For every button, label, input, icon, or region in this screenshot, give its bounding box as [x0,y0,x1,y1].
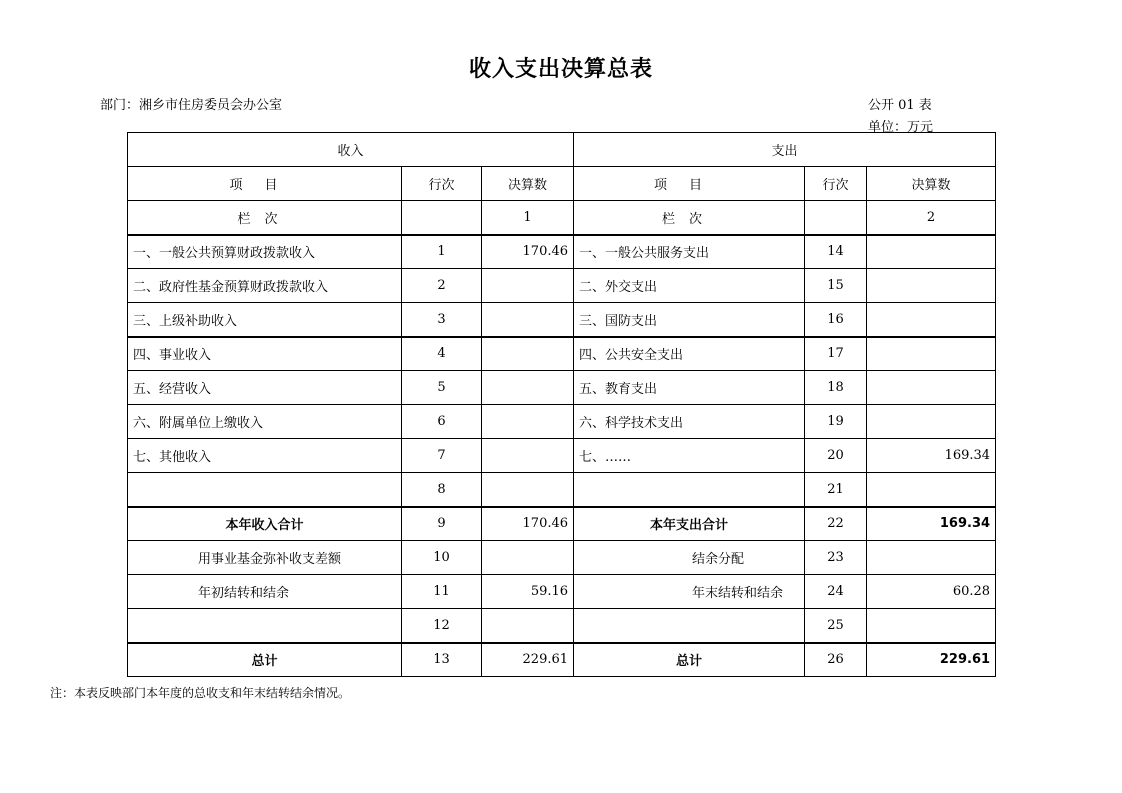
income-column-blank [402,201,482,235]
income-row-no: 5 [402,371,482,405]
expense-column-label: 栏次 [574,201,805,235]
report-title: 收入支出决算总表 [468,57,653,82]
income-value [482,405,574,439]
expense-label: 一、一般公共服务支出 [574,235,805,269]
expense-label: 二、外交支出 [574,269,805,303]
income-value [482,439,574,473]
table-row-total [128,643,996,677]
expense-column-blank [805,201,867,235]
department-label: 部门：湘乡市住房委员会办公室 [100,98,283,113]
income-row-no: 11 [402,575,482,609]
expense-label: 六、科学技术支出 [574,405,805,439]
income-row-no: 1 [402,235,482,269]
income-section-header: 收入 [128,133,574,167]
table-row [128,371,996,405]
expense-value [867,303,996,337]
expense-subtotal-label: 本年支出合计 [574,507,805,541]
income-label: 用事业基金弥补收支差额 [128,541,402,575]
income-label: 二、政府性基金预算财政拨款收入 [128,269,402,303]
income-total-label: 总计 [128,643,402,677]
income-row-no: 13 [402,643,482,677]
income-row-no: 4 [402,337,482,371]
income-row-no: 8 [402,473,482,507]
table-row [128,439,996,473]
expense-value [867,235,996,269]
income-total-value: 229.61 [482,643,574,677]
expense-section-header: 支出 [574,133,996,167]
table-row [128,337,996,371]
income-expense-table [127,132,996,677]
expense-row-no: 20 [805,439,867,473]
income-item-header: 项目 [128,167,402,201]
expense-subtotal-value: 169.34 [867,507,996,541]
income-value [482,303,574,337]
income-label: 一、一般公共预算财政拨款收入 [128,235,402,269]
table-row [128,405,996,439]
expense-value: 60.28 [867,575,996,609]
header-row-section [128,133,996,167]
expense-value: 169.34 [867,439,996,473]
form-number: 公开 01 表 [868,98,932,113]
income-label: 年初结转和结余 [128,575,402,609]
header-row-column-index [128,201,996,235]
table-row [128,303,996,337]
income-subtotal-label: 本年收入合计 [128,507,402,541]
header-row-columns [128,167,996,201]
expense-column-number: 2 [867,201,996,235]
table-row [128,235,996,269]
expense-amount-header: 决算数 [867,167,996,201]
income-row-no: 7 [402,439,482,473]
income-value [482,473,574,507]
income-value [482,269,574,303]
income-label: 五、经营收入 [128,371,402,405]
unit-label: 单位：万元 [868,120,934,135]
table-row [128,575,996,609]
table-row [128,269,996,303]
expense-value [867,541,996,575]
expense-row-no: 16 [805,303,867,337]
income-row-no: 12 [402,609,482,643]
income-label: 三、上级补助收入 [128,303,402,337]
expense-row-no: 18 [805,371,867,405]
income-label: 六、附属单位上缴收入 [128,405,402,439]
income-row-no: 9 [402,507,482,541]
expense-row-no: 26 [805,643,867,677]
income-subtotal-value: 170.46 [482,507,574,541]
expense-rowno-header: 行次 [805,167,867,201]
income-value [482,337,574,371]
expense-value [867,473,996,507]
expense-label [574,609,805,643]
footnote: 注：本表反映部门本年度的总收支和年末结转结余情况。 [50,686,351,700]
expense-row-no: 21 [805,473,867,507]
income-value [482,541,574,575]
expense-row-no: 14 [805,235,867,269]
income-value [482,609,574,643]
expense-row-no: 15 [805,269,867,303]
expense-value [867,405,996,439]
expense-total-value: 229.61 [867,643,996,677]
income-value [482,371,574,405]
income-rowno-header: 行次 [402,167,482,201]
table-row [128,473,996,507]
expense-label: 七、…… [574,439,805,473]
income-label [128,609,402,643]
expense-label: 五、教育支出 [574,371,805,405]
income-row-no: 3 [402,303,482,337]
income-value: 59.16 [482,575,574,609]
income-row-no: 6 [402,405,482,439]
income-row-no: 10 [402,541,482,575]
income-value: 170.46 [482,235,574,269]
income-row-no: 2 [402,269,482,303]
expense-value [867,609,996,643]
income-column-label: 栏次 [128,201,402,235]
expense-value [867,371,996,405]
expense-label [574,473,805,507]
expense-label: 三、国防支出 [574,303,805,337]
expense-row-no: 24 [805,575,867,609]
expense-label: 年末结转和结余 [574,575,805,609]
expense-row-no: 23 [805,541,867,575]
income-amount-header: 决算数 [482,167,574,201]
expense-row-no: 25 [805,609,867,643]
income-label [128,473,402,507]
expense-row-no: 22 [805,507,867,541]
expense-value [867,269,996,303]
table-row [128,609,996,643]
table-row-subtotal [128,507,996,541]
expense-value [867,337,996,371]
expense-item-header: 项目 [574,167,805,201]
income-label: 四、事业收入 [128,337,402,371]
expense-row-no: 17 [805,337,867,371]
expense-label: 结余分配 [574,541,805,575]
table-row [128,541,996,575]
income-column-number: 1 [482,201,574,235]
expense-row-no: 19 [805,405,867,439]
income-label: 七、其他收入 [128,439,402,473]
expense-label: 四、公共安全支出 [574,337,805,371]
expense-total-label: 总计 [574,643,805,677]
